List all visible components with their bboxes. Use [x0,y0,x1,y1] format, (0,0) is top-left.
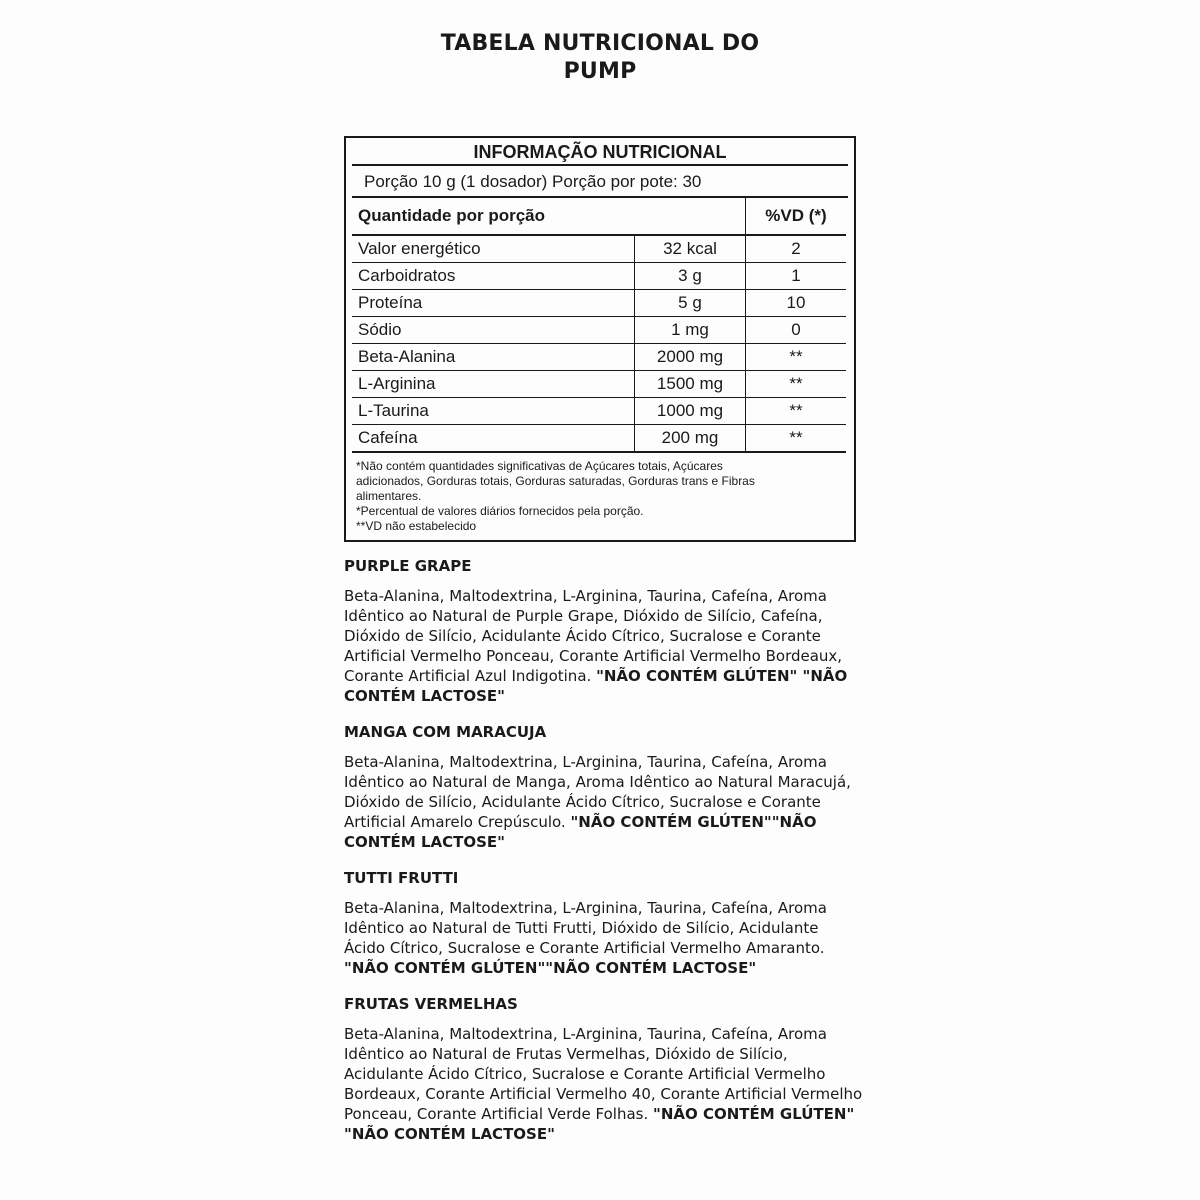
nutrient-name: Beta-Alanina [352,344,635,371]
ingredient-list: Beta-Alanina, Maltodextrina, L-Arginina, Taurina, Cafeína, Aroma Idêntico ao Natural de Tutti Frutti, Dióxido de Silício, Acidulante Ácido Cítrico, Sucralose e Corante Artificial Vermelho Amaranto. [344,899,827,957]
nutrient-amount: 5 g [635,290,746,317]
flavor-ingredients-text [344,586,864,706]
nutrient-row [352,344,846,371]
nutrient-vd: ** [746,371,847,398]
nutrient-vd: 10 [746,290,847,317]
footnote-line: adicionados, Gorduras totais, Gorduras saturadas, Gorduras trans e Fibras [356,474,755,488]
nutrient-vd: ** [746,344,847,371]
nutrient-name: Proteína [352,290,635,317]
ingredient-list: Beta-Alanina, Maltodextrina, L-Arginina, Taurina, Cafeína, Aroma Idêntico ao Natural de Manga, Aroma Idêntico ao Natural Maracujá, Dióxido de Silício, Acidulante Ácido Cítrico, Sucralose e Corante Artificial Amarelo Crepúsculo. [344,753,851,831]
footnote-line: *Percentual de valores diários fornecidos pela porção. [356,504,644,518]
allergen-warning: "NÃO CONTÉM GLÚTEN" "NÃO CONTÉM LACTOSE" [344,667,848,705]
ingredient-list: Beta-Alanina, Maltodextrina, L-Arginina, Taurina, Cafeína, Aroma Idêntico ao Natural de Purple Grape, Dióxido de Silício, Cafeína, Dióxido de Silício, Acidulante Ácido Cítrico, Sucralose e Corante Artificial Vermelho Ponceau, Corante Artificial Vermelho Bordeaux, Corante Artificial Azul Indigotina. [344,587,843,685]
page-title [0,30,1200,86]
footnote-line: *Não contém quantidades significativas de Açúcares totais, Açúcares [356,459,723,473]
nutrient-name: L-Arginina [352,371,635,398]
nutrient-row [352,398,846,425]
nutrient-row [352,371,846,398]
nutrition-facts-table [344,136,856,542]
nutrient-amount: 1 mg [635,317,746,344]
allergen-warning: "NÃO CONTÉM GLÚTEN" "NÃO CONTÉM LACTOSE" [344,1105,855,1143]
nutrient-row [352,290,846,317]
nutrient-vd: ** [746,425,847,453]
allergen-warning: "NÃO CONTÉM GLÚTEN""NÃO CONTÉM LACTOSE" [344,959,757,977]
nutrient-amount: 32 kcal [635,235,746,263]
footnote-line: alimentares. [356,489,422,503]
flavor-ingredients-text [344,752,864,852]
nutrient-table-header-row [352,198,846,235]
nutrient-vd: 0 [746,317,847,344]
nutrient-vd: 1 [746,263,847,290]
nutrition-header: INFORMAÇÃO NUTRICIONAL [352,138,848,166]
nutrient-name: Valor energético [352,235,635,263]
page-title-line-1: TABELA NUTRICIONAL DO [440,31,760,56]
nutrient-name: Carboidratos [352,263,635,290]
nutrient-row [352,317,846,344]
quantity-header: Quantidade por porção [352,198,746,235]
nutrient-amount: 3 g [635,263,746,290]
flavor-title: MANGA COM MARACUJA [344,723,547,741]
nutrition-footnotes [346,453,854,534]
allergen-warning: "NÃO CONTÉM GLÚTEN""NÃO CONTÉM LACTOSE" [344,813,817,851]
vd-header: %VD (*) [746,198,847,235]
ingredient-list: Beta-Alanina, Maltodextrina, L-Arginina, Taurina, Cafeína, Aroma Idêntico ao Natural de Frutas Vermelhas, Dióxido de Silício, Acidulante Ácido Cítrico, Sucralose e Corante Artificial Vermelho Bordeaux, Corante Artificial Vermelho 40, Corante Artificial Vermelho Ponceau, Corante Artificial Verde Folhas. [344,1025,863,1123]
flavor-title: PURPLE GRAPE [344,557,472,575]
nutrient-vd: 2 [746,235,847,263]
nutrient-amount: 1500 mg [635,371,746,398]
footnote-line: **VD não estabelecido [356,519,477,533]
nutrient-row [352,235,846,263]
nutrient-table [352,198,846,453]
nutrient-name: Sódio [352,317,635,344]
flavor-title: TUTTI FRUTTI [344,869,459,887]
nutrient-name: Cafeína [352,425,635,453]
nutrient-amount: 2000 mg [635,344,746,371]
nutrient-amount: 200 mg [635,425,746,453]
flavor-title: FRUTAS VERMELHAS [344,995,518,1013]
page-title-line-2: PUMP [563,59,637,84]
nutrient-row [352,425,846,453]
nutrient-row [352,263,846,290]
flavor-ingredients [344,556,864,1160]
flavor-ingredients-text [344,1024,864,1144]
flavor-ingredients-text [344,898,864,978]
nutrient-name: L-Taurina [352,398,635,425]
portion-info: Porção 10 g (1 dosador) Porção por pote: 30 [352,166,848,198]
nutrient-vd: ** [746,398,847,425]
nutrient-amount: 1000 mg [635,398,746,425]
